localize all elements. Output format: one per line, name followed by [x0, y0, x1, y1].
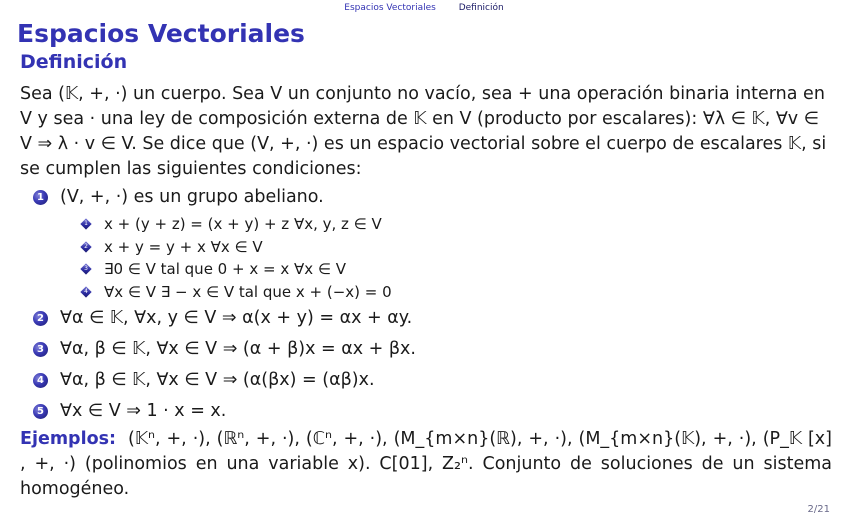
- condition-text: ∀α, β ∈ 𝕂, ∀x ∈ V ⇒ (α(βx) = (αβ)x.: [60, 370, 375, 390]
- nav-subsection-link[interactable]: Definición: [458, 3, 504, 13]
- condition-text: ∀α, β ∈ 𝕂, ∀x ∈ V ⇒ (α + β)x = αx + βx.: [60, 339, 416, 359]
- condition-item: [20, 334, 832, 365]
- frame-subtitle: Definición: [20, 51, 128, 73]
- condition-text: ∀α ∈ 𝕂, ∀x, y ∈ V ⇒ α(x + y) = αx + αy.: [60, 308, 413, 328]
- condition-item: [20, 182, 832, 303]
- enumerate-diamond-icon: 2: [80, 241, 91, 252]
- subcondition-item: [60, 258, 832, 281]
- enumerate-ball-icon: 1: [33, 190, 48, 205]
- conditions-list: [20, 182, 832, 427]
- condition-item: [20, 303, 832, 334]
- enumerate-diamond-icon: 1: [80, 218, 91, 229]
- header-navigation: [0, 3, 848, 13]
- slide-body: [20, 82, 832, 502]
- definition-paragraph: Sea (𝕂, +, ·) un cuerpo. Sea V un conjunto no vacío, sea + una operación binaria interna en V y sea · una ley de composición externa de 𝕂 en V (producto por escalares): ∀λ ∈ 𝕂, ∀v ∈ V ⇒ λ · v ∈ V. Se dice que (V, +, ·) es un espacio vectorial sobre el cuerpo de escalares 𝕂, si se cumplen las siguientes condiciones:: [20, 84, 827, 179]
- nav-section-link[interactable]: Espacios Vectoriales: [344, 3, 436, 13]
- enumerate-ball-icon: 2: [33, 311, 48, 326]
- examples-text: (𝕂ⁿ, +, ·), (ℝⁿ, +, ·), (ℂⁿ, +, ·), (M_{m×n}(ℝ), +, ·), (M_{m×n}(𝕂), +, ·), (P_𝕂 [x] , +, ·) (polinomios en una variable x). C[01], Z₂ⁿ. Conjunto de soluciones de un sistema homogéneo.: [20, 429, 832, 499]
- condition-text: ∀x ∈ V ⇒ 1 · x = x.: [60, 401, 227, 421]
- condition-text: (V, +, ·) es un grupo abeliano.: [60, 187, 324, 207]
- examples-paragraph: [20, 427, 832, 502]
- condition-item: [20, 396, 832, 427]
- enumerate-diamond-icon: 3: [80, 263, 91, 274]
- frame-title: Espacios Vectoriales: [17, 19, 305, 48]
- subcondition-text: x + (y + z) = (x + y) + z ∀x, y, z ∈ V: [104, 215, 382, 233]
- subcondition-text: ∀x ∈ V ∃ − x ∈ V tal que x + (−x) = 0: [104, 282, 392, 301]
- enumerate-ball-icon: 4: [33, 373, 48, 388]
- enumerate-ball-icon: 5: [33, 404, 48, 419]
- enumerate-diamond-icon: 4: [80, 286, 91, 297]
- subcondition-item: [60, 236, 832, 259]
- subcondition-item: [60, 281, 832, 304]
- subconditions-list: [60, 213, 832, 303]
- subcondition-text: ∃0 ∈ V tal que 0 + x = x ∀x ∈ V: [104, 260, 346, 278]
- enumerate-ball-icon: 3: [33, 342, 48, 357]
- subcondition-text: x + y = y + x ∀x ∈ V: [104, 237, 263, 256]
- examples-label: Ejemplos:: [20, 429, 117, 449]
- subcondition-item: [60, 213, 832, 236]
- condition-item: [20, 365, 832, 396]
- page-number: 2/21: [807, 504, 830, 515]
